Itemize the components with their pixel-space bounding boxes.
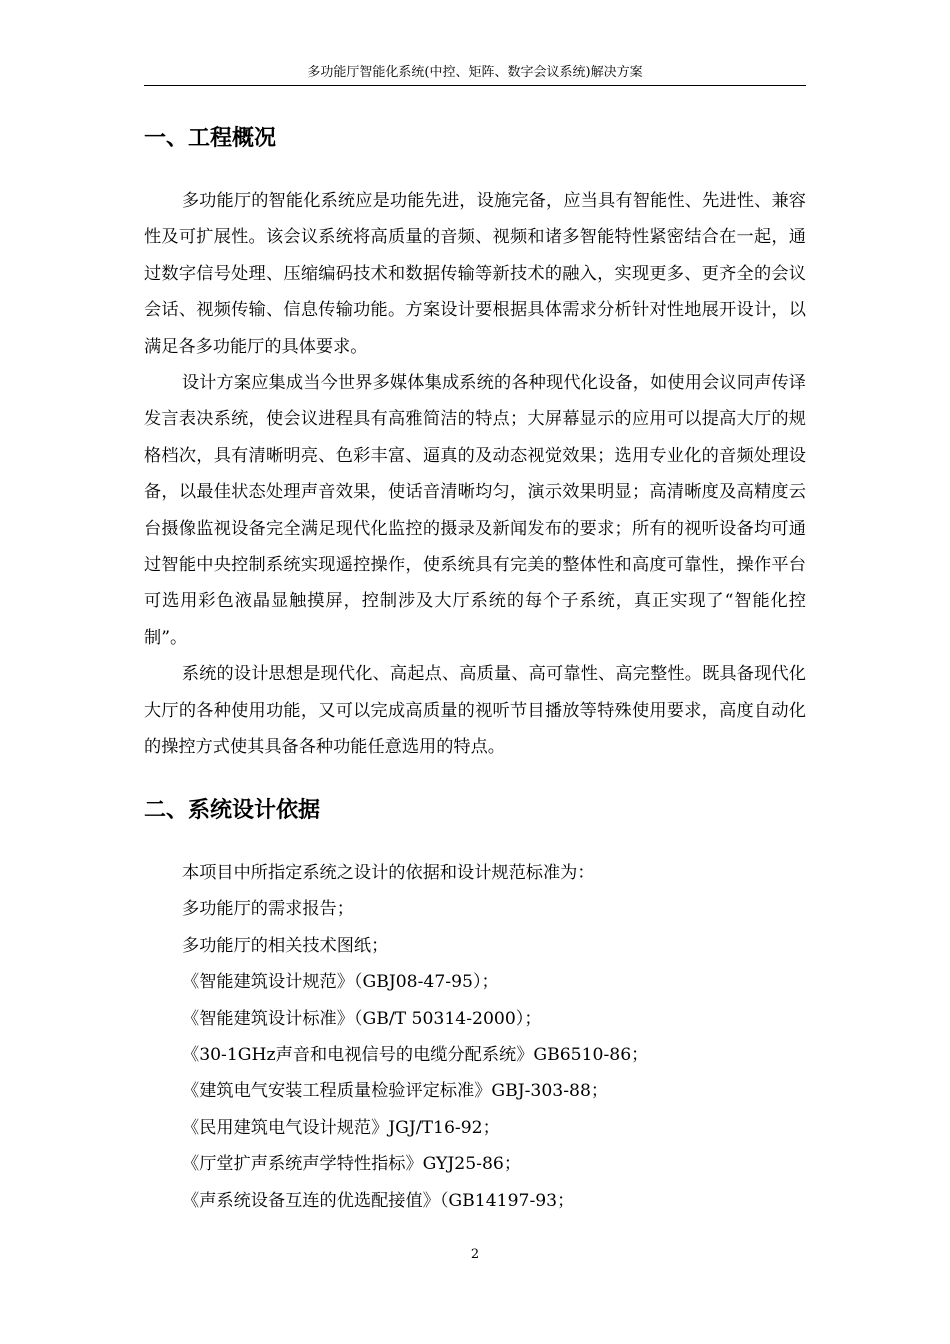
list-item: 多功能厅的需求报告；	[182, 899, 354, 920]
running-header: 多功能厅智能化系统(中控、矩阵、数字会议系统)解决方案	[307, 65, 643, 80]
project-overview-body	[144, 183, 806, 766]
list-item: 《建筑电气安装工程质量检验评定标准》GBJ-303-88；	[182, 1081, 609, 1102]
list-item: 《30-1GHz声音和电视信号的电缆分配系统》GB6510-86；	[182, 1045, 649, 1066]
section-heading-project-overview: 一、工程概况	[144, 126, 277, 151]
list-item: 《民用建筑电气设计规范》JGJ/T16-92；	[182, 1117, 500, 1138]
list-item: 《厅堂扩声系统声学特性指标》GYJ25-86；	[182, 1154, 522, 1175]
paragraph: 系统的设计思想是现代化、高起点、高质量、高可靠性、高完整性。既具备现代化大厅的各种使用功能，又可以完成高质量的视听节目播放等特殊使用要求，高度自动化的操控方式使其具备各种功能任意选用的特点。	[144, 664, 806, 758]
list-item: 多功能厅的相关技术图纸；	[182, 935, 389, 956]
list-item: 本项目中所指定系统之设计的依据和设计规范标准为：	[182, 863, 595, 883]
paragraph: 多功能厅的智能化系统应是功能先进，设施完备，应当具有智能性、先进性、兼容性及可扩展性。该会议系统将高质量的音频、视频和诸多智能特性紧密结合在一起，通过数字信号处理、压缩编码技术和数据传输等新技术的融入，实现更多、更齐全的会议会话、视频传输、信息传输功能。方案设计要根据具体需求分析针对性地展开设计，以满足各多功能厅的具体要求。	[144, 191, 806, 357]
section-heading-design-basis: 二、系统设计依据	[144, 798, 321, 823]
page-number: 2	[470, 1247, 480, 1262]
paragraph: 设计方案应集成当今世界多媒体集成系统的各种现代化设备，如使用会议同声传译发言表决系统，使会议进程具有高雅简洁的特点；大屏幕显示的应用可以提高大厅的规格档次，具有清晰明亮、色彩丰富、逼真的及动态视觉效果；选用专业化的音频处理设备，以最佳状态处理声音效果，使话音清晰均匀，演示效果明显；高清晰度及高精度云台摄像监视设备完全满足现代化监控的摄录及新闻发布的要求；所有的视听设备均可通过智能中央控制系统实现遥控操作，使系统具有完美的整体性和高度可靠性，操作平台可选用彩色液晶显触摸屏，控制涉及大厅系统的每个子系统，真正实现了“智能化控制”。	[144, 373, 806, 648]
design-basis-list	[182, 855, 806, 1219]
list-item: 《智能建筑设计规范》（GBJ08-47-95）；	[182, 972, 499, 993]
list-item: 《声系统设备互连的优选配接值》（GB14197-93；	[182, 1190, 575, 1211]
header-rule	[144, 85, 806, 86]
list-item: 《智能建筑设计标准》（GB/T 50314-2000）；	[182, 1008, 542, 1029]
